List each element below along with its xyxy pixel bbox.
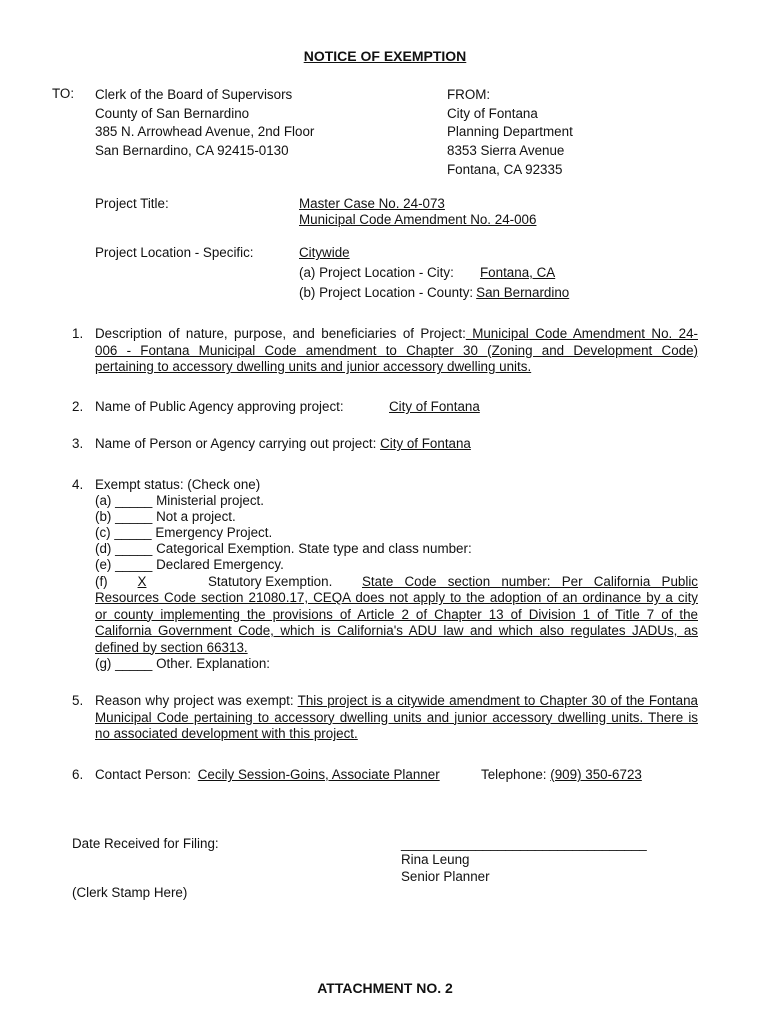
option-text: Ministerial project.: [156, 493, 264, 508]
option-blank: _____: [114, 525, 152, 540]
item3-label: Name of Person or Agency carrying out project:: [95, 436, 377, 451]
option-key: (d): [95, 541, 112, 556]
signature-line: _________________________________: [401, 836, 647, 851]
item2-value: City of Fontana: [389, 399, 480, 414]
from-address: [447, 86, 573, 180]
item5-line: Municipal Code pertaining to accessory dwelling units and junior accessory dwelling units. There is: [95, 709, 698, 725]
to-line: San Bernardino, CA 92415-0130: [95, 143, 289, 159]
item1-line: pertaining to accessory dwelling units and junior accessory dwelling units.: [95, 359, 532, 374]
exempt-option: [95, 493, 264, 510]
item5-lead: Reason why project was exempt:: [95, 693, 294, 708]
item1-description: [95, 326, 698, 376]
exempt-option: [95, 525, 272, 542]
item3-number: 3.: [72, 436, 84, 451]
option-blank: _____: [115, 509, 153, 524]
project-title-line2: Municipal Code Amendment No. 24-006: [299, 212, 537, 227]
contact-person-row: [95, 767, 440, 784]
from-line: 8353 Sierra Avenue: [447, 143, 565, 159]
item1-number: 1.: [72, 326, 84, 341]
project-location-specific: Citywide: [299, 245, 350, 260]
item5-line: [95, 693, 698, 710]
item1-line: [95, 326, 698, 343]
exempt-option: [95, 557, 284, 574]
to-address: [95, 86, 314, 161]
project-title-label: Project Title:: [95, 196, 169, 211]
option-key: (b): [95, 509, 112, 524]
option-text: Declared Emergency.: [156, 557, 284, 572]
to-line: County of San Bernardino: [95, 105, 250, 121]
telephone-row: [481, 767, 642, 784]
item1-lead: Description of nature, purpose, and beneficiaries of Project:: [95, 326, 466, 341]
telephone-value: (909) 350-6723: [550, 767, 642, 782]
from-line: City of Fontana: [447, 105, 538, 121]
telephone-label: Telephone:: [481, 767, 547, 782]
project-location-county: San Bernardino: [476, 285, 570, 300]
exempt-option: [95, 509, 236, 526]
option-f-detail: [95, 590, 698, 656]
signer-title: Senior Planner: [401, 869, 490, 884]
item1-value: Municipal Code Amendment No. 24-: [465, 326, 698, 341]
item3-row: [95, 436, 471, 453]
date-received-label: Date Received for Filing:: [72, 836, 219, 851]
from-label: FROM:: [447, 87, 491, 102]
option-blank: _____: [115, 656, 153, 671]
item5-value: This project is a citywide amendment to Chapter 30 of the Fontana: [297, 693, 698, 708]
contact-person-value: Cecily Session-Goins, Associate Planner: [197, 767, 440, 782]
option-blank: _____: [115, 493, 153, 508]
contact-person-label: Contact Person:: [95, 767, 192, 782]
option-blank: _____: [115, 541, 153, 556]
option-text: Not a project.: [156, 509, 236, 524]
option-f-line: defined by section 66313.: [95, 639, 248, 655]
option-f-line: Resources Code section 21080.17, CEQA does not apply to the adoption of an ordinance by a city: [95, 590, 698, 605]
item2-number: 2.: [72, 399, 84, 414]
project-location-label: Project Location - Specific:: [95, 245, 254, 260]
to-line: Clerk of the Board of Supervisors: [95, 87, 293, 102]
item3-value: City of Fontana: [380, 436, 471, 451]
option-f-key: (f): [95, 574, 108, 589]
item4-number: 4.: [72, 477, 84, 492]
project-location-city: Fontana, CA: [480, 265, 556, 280]
item5-reason: [95, 693, 698, 743]
project-location-county-label: (b) Project Location - County:: [299, 285, 474, 300]
option-f-line: State Code section number: Per California Public: [362, 574, 698, 589]
option-key: (c): [95, 525, 111, 540]
to-line: 385 N. Arrowhead Avenue, 2nd Floor: [95, 124, 315, 140]
option-f-text: Statutory Exemption.: [208, 574, 333, 589]
option-text: Emergency Project.: [155, 525, 273, 540]
item6-number: 6.: [72, 767, 84, 782]
option-text: Other. Explanation:: [156, 656, 270, 671]
item5-number: 5.: [72, 693, 84, 708]
item2-label: Name of Public Agency approving project:: [95, 399, 344, 414]
option-key: (e): [95, 557, 112, 572]
option-key: (g): [95, 656, 112, 671]
option-f-checkmark: X: [137, 574, 147, 589]
item1-line: 006 - Fontana Municipal Code amendment to Chapter 30 (Zoning and Development Code): [95, 342, 698, 358]
project-title-line1: Master Case No. 24-073: [299, 196, 445, 211]
exempt-option: [95, 541, 472, 558]
project-location-county-row: [299, 285, 569, 302]
project-location-city-label: (a) Project Location - City:: [299, 265, 454, 280]
option-key: (a): [95, 493, 112, 508]
exempt-option-g: [95, 656, 270, 673]
item5-line: no associated development with this project.: [95, 726, 358, 741]
from-line: Fontana, CA 92335: [447, 161, 563, 177]
page-title: NOTICE OF EXEMPTION: [303, 48, 467, 64]
item4-heading: Exempt status: (Check one): [95, 477, 261, 492]
option-blank: _____: [115, 557, 153, 572]
to-label: TO:: [52, 86, 75, 101]
option-f-line: or county implementing the provisions of Article 2 of Chapter 13 of Division 1 of Title 7 of the: [95, 606, 698, 622]
clerk-stamp-label: (Clerk Stamp Here): [72, 885, 188, 900]
attachment-label: ATTACHMENT NO. 2: [317, 980, 453, 996]
signer-name: Rina Leung: [401, 852, 470, 867]
option-text: Categorical Exemption. State type and class number:: [156, 541, 472, 556]
option-f-line: California Government Code, which is California's ADU law and which also regulates JADUs, as: [95, 623, 698, 638]
from-line: Planning Department: [447, 124, 573, 140]
